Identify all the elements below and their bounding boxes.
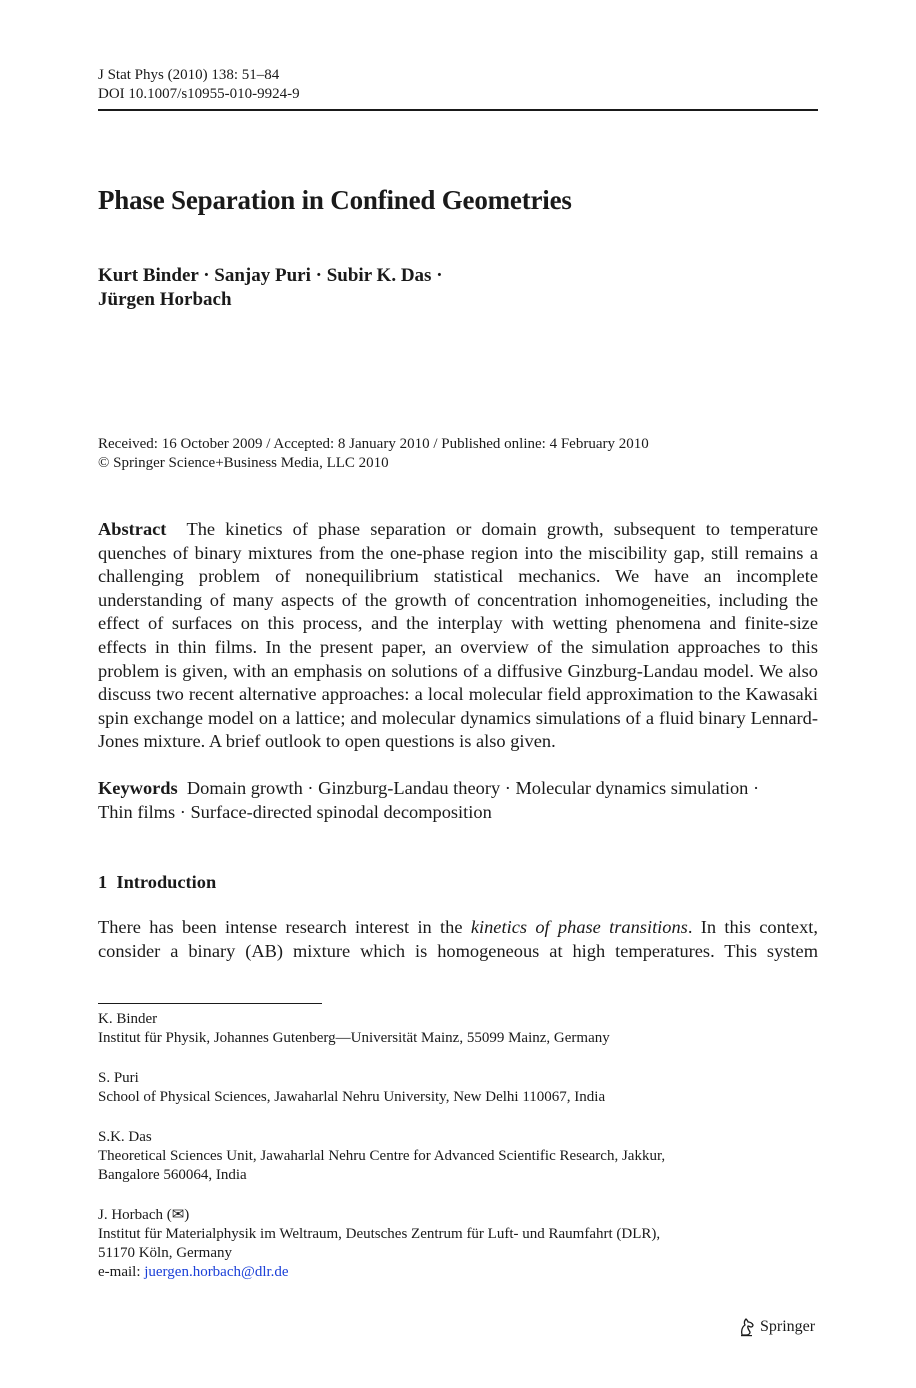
affiliation-puri <box>98 1069 818 1107</box>
keywords <box>98 777 818 824</box>
abstract-text: The kinetics of phase separation or domain growth, subsequent to temperature quenches of binary mixtures from the one-phase region into the miscibility gap, still remains a challenging problem of nonequilibrium statistical mechanics. We have an incomplete understanding of many aspects of the growth of concentration inhomogeneities, including the effect of surfaces on this process, and the interplay with wetting phenomena and finite-size effects in thin films. In the present paper, an overview of the simulation approaches to this problem is given, with an emphasis on solutions of a diffusive Ginzburg-Landau model. We also discuss two recent alternative approaches: a local molecular field approximation to the Kawasaki spin exchange model on a lattice; and molecular dynamics simulations of a fluid binary Lennard-Jones mixture. A brief outlook to open questions is also given. <box>98 519 818 752</box>
intro-line-2: consider a binary (AB) mixture which is homogeneous at high temperatures. This system <box>98 940 818 961</box>
affiliation-horbach <box>98 1206 818 1282</box>
received-line: Received: 16 October 2009 / Accepted: 8 January 2010 / Published online: 4 February 2010 <box>98 436 649 452</box>
affiliation-binder <box>98 1010 818 1048</box>
copyright-line: © Springer Science+Business Media, LLC 2010 <box>98 455 389 471</box>
affiliation-name: J. Horbach (✉) <box>98 1207 190 1223</box>
affiliation-name: S.K. Das <box>98 1129 152 1145</box>
affiliation-address: School of Physical Sciences, Jawaharlal Nehru University, New Delhi 110067, India <box>98 1089 606 1105</box>
section-number: 1 <box>98 872 108 892</box>
doi: DOI 10.1007/s10955-010-9924-9 <box>98 86 300 102</box>
footnote-rule <box>98 1003 322 1004</box>
affiliation-address: 51170 Köln, Germany <box>98 1245 233 1261</box>
author-line-2: Jürgen Horbach <box>98 289 232 310</box>
journal-header <box>98 66 300 104</box>
affiliation-address: Institut für Physik, Johannes Gutenberg—Universität Mainz, 55099 Mainz, Germany <box>98 1030 610 1046</box>
affiliation-name: K. Binder <box>98 1011 158 1027</box>
keywords-line-2: Thin films · Surface-directed spinodal decomposition <box>98 801 492 822</box>
springer-horse-icon <box>738 1317 756 1337</box>
author-list <box>98 264 818 312</box>
affiliation-das <box>98 1128 818 1185</box>
publisher-name: Springer <box>760 1318 816 1335</box>
keywords-label: Keywords <box>98 778 178 798</box>
abstract <box>98 518 818 754</box>
author-line-1: Kurt Binder · Sanjay Puri · Subir K. Das · <box>98 265 443 286</box>
abstract-label: Abstract <box>98 519 167 539</box>
affiliations <box>98 1010 818 1303</box>
affiliation-address: Bangalore 560064, India <box>98 1167 247 1183</box>
affiliation-address: Theoretical Sciences Unit, Jawaharlal Nehru Centre for Advanced Scientific Research, Jakkur, <box>98 1148 666 1164</box>
affiliation-address: Institut für Materialphysik im Weltraum, Deutsches Zentrum für Luft- und Raumfahrt (DLR), <box>98 1226 661 1242</box>
intro-line-1: There has been intense research interest in the kinetics of phase transitions. In this context, <box>98 917 818 937</box>
publisher-logo <box>738 1316 815 1338</box>
section-title: Introduction <box>116 872 217 892</box>
affiliation-name: S. Puri <box>98 1070 139 1086</box>
publication-dates <box>98 435 818 473</box>
journal-citation: J Stat Phys (2010) 138: 51–84 <box>98 67 280 83</box>
keywords-line-1: Domain growth · Ginzburg-Landau theory · Molecular dynamics simulation · <box>186 778 760 798</box>
paper-title: Phase Separation in Confined Geometries <box>98 185 572 215</box>
intro-paragraph <box>98 916 818 963</box>
email-link[interactable]: juergen.horbach@dlr.de <box>144 1264 289 1280</box>
section-heading <box>98 870 216 894</box>
intro-emphasis: kinetics of phase transitions <box>470 917 688 937</box>
email-line: e-mail: juergen.horbach@dlr.de <box>98 1264 289 1280</box>
header-rule <box>98 109 818 111</box>
